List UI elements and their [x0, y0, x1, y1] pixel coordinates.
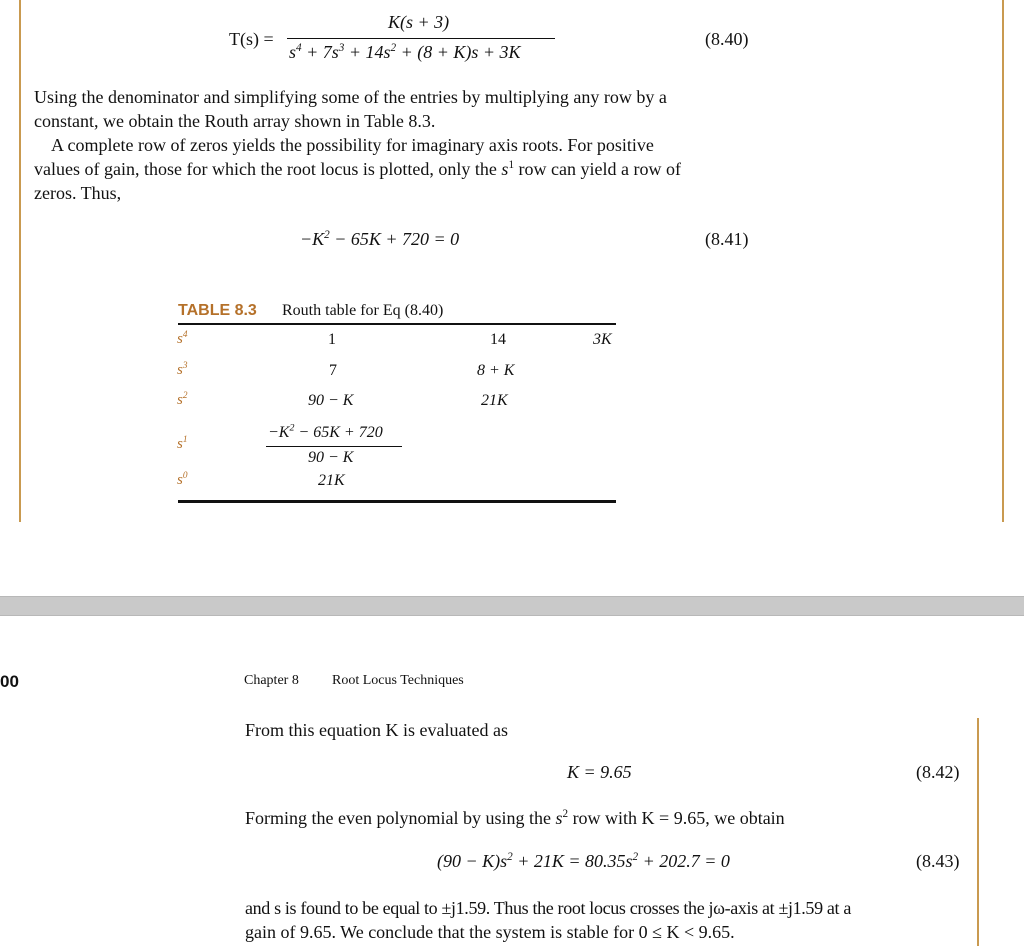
paragraph-conclusion — [245, 896, 851, 944]
eq-8-40-number: (8.40) — [705, 29, 749, 49]
page-separator — [0, 596, 1024, 616]
eq-8-40-fraction-bar — [287, 38, 555, 39]
page-number: 00 — [0, 672, 19, 691]
paragraph-2-line-2: values of gain, those for which the root locus is plotted, only the $s^1$ row can yield a row of — [34, 159, 681, 179]
cell: 8 + K — [477, 362, 515, 379]
table-bottom-rule — [178, 500, 616, 503]
row-variable: $s^2$ — [177, 391, 188, 408]
eq-8-42-expression: K = 9.65 — [567, 762, 632, 782]
table-caption: Routh table for Eq (8.40) — [282, 302, 444, 319]
table-label: TABLE 8.3 — [178, 302, 257, 319]
right-margin-bar — [1002, 0, 1004, 522]
fraction-bar — [266, 446, 402, 447]
eq-8-41-number: (8.41) — [705, 229, 749, 249]
right-margin-bar-2 — [977, 718, 979, 946]
cell: 90 − K — [308, 392, 354, 409]
running-header-chapter: Chapter 8 — [244, 673, 299, 688]
paragraph-2-line-3: zeros. Thus, — [34, 183, 122, 203]
cell: 21K — [318, 472, 345, 489]
fraction-denominator: 90 − K — [308, 449, 354, 466]
paragraph-conclusion-line-1: and s is found to be equal to ±j1.59. Thus the root locus crosses the jω-axis at ±j1.59 at a — [245, 898, 851, 918]
paragraph-conclusion-line-2: gain of 9.65. We conclude that the system is stable for 0 ≤ K < 9.65. — [245, 922, 735, 942]
row-variable: $s^1$ — [177, 435, 188, 452]
row-variable: $s^0$ — [177, 471, 188, 488]
paragraph-1-line-1: Using the denominator and simplifying some of the entries by multiplying any row by a — [34, 87, 667, 107]
eq-8-42-number: (8.42) — [916, 762, 960, 782]
table-top-rule — [178, 323, 616, 325]
cell: 21K — [481, 392, 508, 409]
eq-8-43-expression: $(90 - K)s^2 + 21K = 80.35s^2 + 202.7 = 0$ — [437, 851, 730, 871]
page-2 — [0, 616, 1024, 946]
cell: 14 — [490, 331, 506, 348]
eq-8-41-expression: $-K^2 - 65K + 720 = 0$ — [300, 229, 460, 249]
paragraph-1-line-2: constant, we obtain the Routh array shown in Table 8.3. — [34, 111, 436, 131]
eq-8-43-number: (8.43) — [916, 851, 960, 871]
paragraph-1 — [34, 85, 667, 133]
cell: 3K — [593, 331, 612, 348]
paragraph-2 — [34, 133, 681, 205]
fraction-numerator: $-K^2 - 65K + 720$ — [268, 422, 383, 441]
left-margin-bar — [19, 0, 21, 522]
cell: 7 — [329, 362, 337, 379]
row-variable: $s^4$ — [177, 330, 188, 347]
row-variable: $s^3$ — [177, 361, 188, 378]
paragraph-2-line-1: A complete row of zeros yields the possibility for imaginary axis roots. For positive — [51, 135, 654, 155]
running-header-title: Root Locus Techniques — [332, 673, 464, 688]
cell: 1 — [328, 331, 336, 348]
eq-8-40-denominator: $s^4 + 7s^3 + 14s^2 + (8 + K)s + 3K$ — [289, 42, 521, 62]
eq-8-40-numerator: K(s + 3) — [388, 12, 450, 32]
eq-8-40-lhs: T(s) = — [229, 29, 274, 49]
paragraph-k-evaluated: From this equation K is evaluated as — [245, 720, 508, 740]
paragraph-even-polynomial: Forming the even polynomial by using the $s^2$ row with K = 9.65, we obtain — [245, 808, 785, 828]
